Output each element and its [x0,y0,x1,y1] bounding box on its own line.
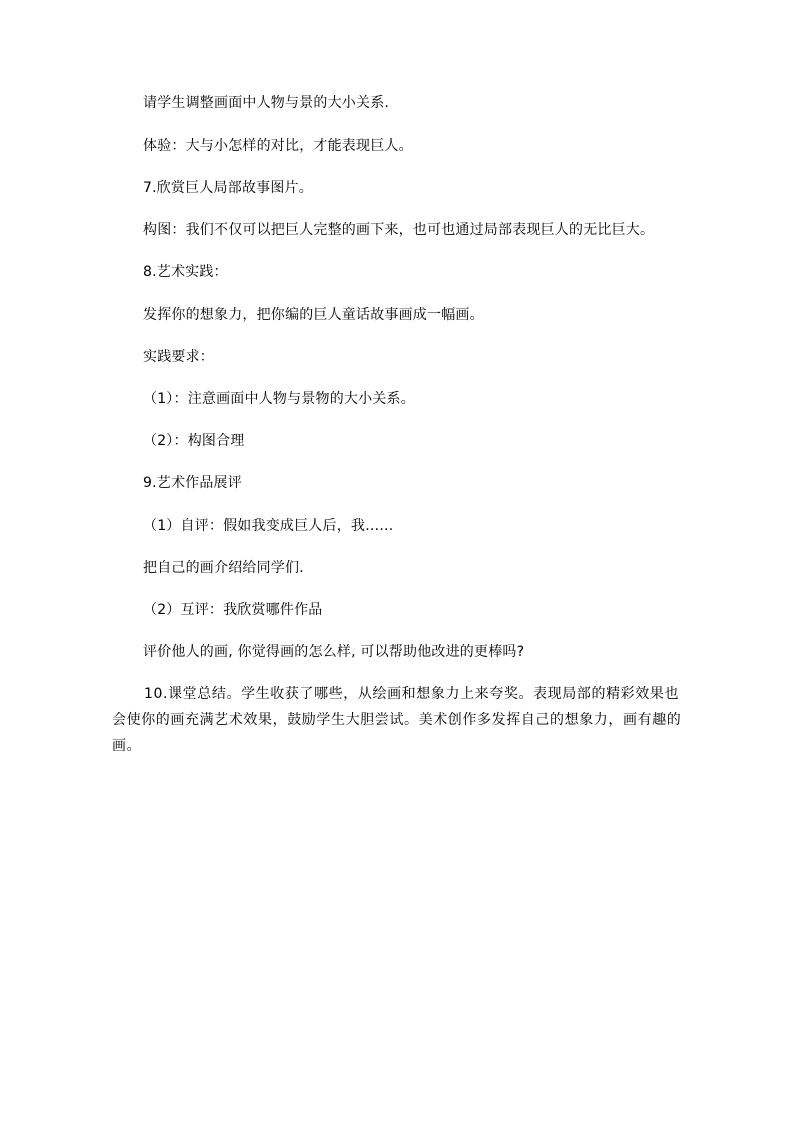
paragraph-requirement-1: （1）：注意画面中人物与景物的大小关系。 [143,391,415,407]
paragraph-introduce-drawing: 把自己的画介绍给同学们. [143,560,304,576]
paragraph-imagination: 发挥你的想象力，把你编的巨人童话故事画成一幅画。 [143,307,484,323]
paragraph-self-review: （1）自评：假如我变成巨人后，我…… [143,518,394,534]
paragraph-practice-requirements: 实践要求： [143,349,214,365]
paragraph-step-9: 9.艺术作品展评 [143,475,242,491]
paragraph-summary: 10.课堂总结。学生收获了哪些，从绘画和想象力上来夸奖。表现局部的精彩效果也会使你的画充满艺术效果，鼓励学生大胆尝试。美术创作多发挥自己的想象力，画有趣的画。 [112,686,682,754]
paragraph-requirement-2: （2）：构图合理 [143,433,245,449]
paragraph-experience: 体验：大与小怎样的对比，才能表现巨人。 [143,138,413,154]
paragraph-step-8: 8.艺术实践： [143,264,228,280]
paragraph-adjust-scale: 请学生调整画面中人物与景的大小关系. [143,95,390,111]
paragraph-peer-review: （2）互评：我欣赏哪件作品 [143,602,323,618]
paragraph-composition: 构图：我们不仅可以把巨人完整的画下来，也可也通过局部表现巨人的无比巨大。 [143,222,655,238]
paragraph-evaluate-others: 评价他人的画, 你觉得画的怎么样, 可以帮助他改进的更棒吗? [143,644,525,660]
paragraph-step-7: 7.欣赏巨人局部故事图片。 [143,180,313,196]
